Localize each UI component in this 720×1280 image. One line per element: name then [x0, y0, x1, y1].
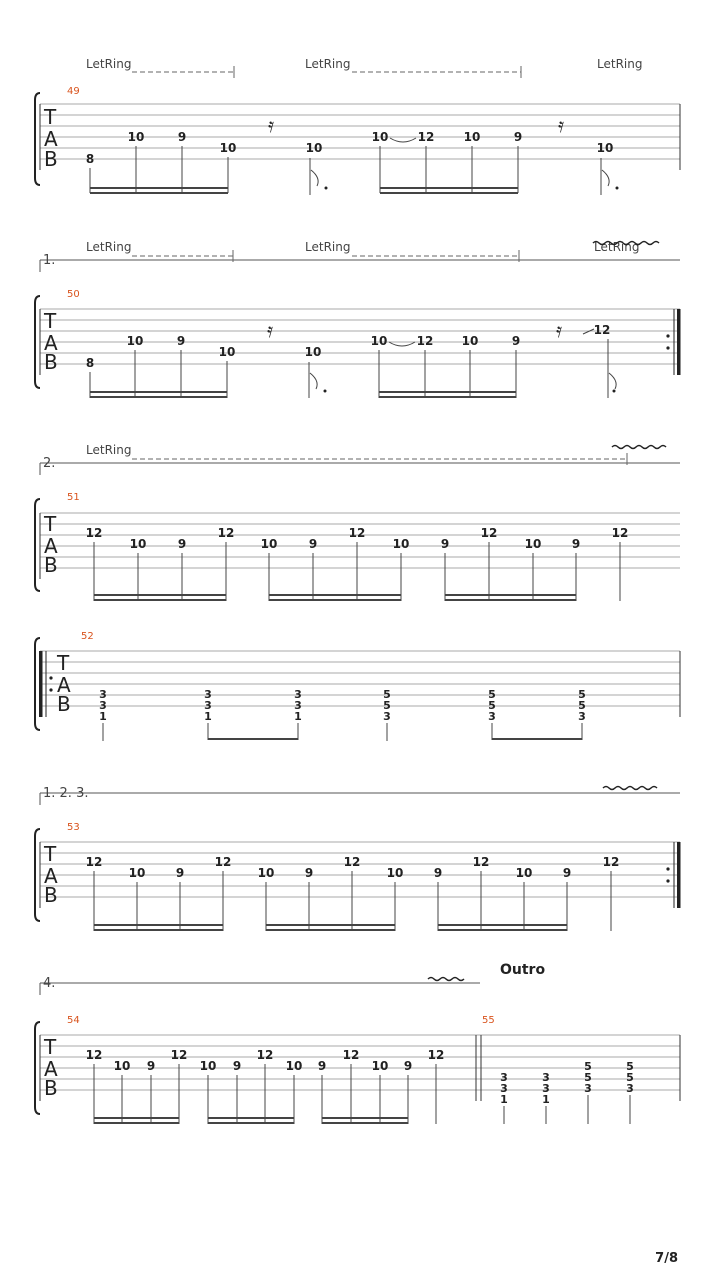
svg-text:3: 3 [578, 710, 586, 723]
svg-text:3: 3 [99, 699, 107, 712]
sixteenth-rest-icon: 𝄿 [267, 318, 274, 342]
rhythm-stems [90, 146, 619, 195]
svg-text:9: 9 [146, 1059, 156, 1073]
fret-number: 9 [513, 130, 523, 144]
fret-number: 12 [611, 526, 629, 540]
svg-text:3: 3 [204, 688, 212, 701]
svg-text:T: T [44, 1035, 57, 1059]
svg-text:5: 5 [578, 699, 586, 712]
measure-number: 50 [67, 289, 80, 300]
sixteenth-rest-icon: 𝄿 [556, 318, 563, 342]
volta-label: 4. [43, 976, 56, 991]
svg-text:3: 3 [488, 710, 496, 723]
svg-text:9: 9 [304, 866, 314, 880]
volta-label: 2. [43, 456, 56, 471]
system-measure-52 [35, 631, 680, 741]
fret-number: 10 [596, 141, 614, 155]
vibrato-icon [612, 446, 666, 449]
svg-text:12: 12 [602, 855, 620, 869]
svg-text:B: B [44, 147, 58, 171]
svg-text:A: A [44, 1057, 58, 1081]
svg-text:5: 5 [626, 1060, 634, 1073]
svg-text:3: 3 [294, 688, 302, 701]
system-measure-50 [35, 240, 681, 398]
tab-clef [43, 512, 58, 577]
svg-text:10: 10 [285, 1059, 303, 1073]
fret-number: 10 [392, 537, 410, 551]
volta-bracket [40, 786, 680, 805]
svg-text:T: T [44, 842, 57, 866]
fret-number: 9 [511, 334, 521, 348]
svg-text:5: 5 [578, 688, 586, 701]
svg-text:A: A [57, 673, 71, 697]
let-ring-label: LetRing [305, 240, 351, 254]
svg-text:10: 10 [128, 866, 146, 880]
svg-text:T: T [44, 105, 57, 129]
svg-text:T: T [44, 512, 57, 536]
svg-text:3: 3 [383, 710, 391, 723]
rhythm-stems [90, 339, 616, 398]
svg-text:9: 9 [232, 1059, 242, 1073]
svg-text:3: 3 [542, 1071, 550, 1084]
svg-text:5: 5 [626, 1071, 634, 1084]
system-bracket [35, 296, 40, 388]
fret-number: 12 [480, 526, 498, 540]
volta-bracket [40, 976, 480, 995]
svg-text:3: 3 [500, 1071, 508, 1084]
system-measure-51 [35, 443, 680, 601]
svg-text:3: 3 [500, 1082, 508, 1095]
let-ring-label: LetRing [597, 57, 643, 71]
let-ring-label: LetRing [594, 240, 640, 254]
let-ring-markers [86, 57, 642, 78]
section-label-outro: Outro [500, 962, 546, 978]
svg-text:1: 1 [294, 710, 302, 723]
svg-text:1: 1 [99, 710, 107, 723]
let-ring-label: LetRing [86, 57, 132, 71]
fret-number: 12 [85, 526, 103, 540]
rhythm-stems [94, 871, 611, 931]
measure-number: 52 [81, 631, 94, 642]
svg-text:10: 10 [257, 866, 275, 880]
fret-number: 10 [260, 537, 278, 551]
svg-text:A: A [44, 127, 58, 151]
fret-number: 12 [416, 334, 434, 348]
svg-text:T: T [57, 651, 70, 675]
svg-text:1: 1 [204, 710, 212, 723]
system-bracket [35, 1022, 40, 1114]
fret-number: 12 [417, 130, 435, 144]
vibrato-icon [428, 978, 464, 981]
svg-text:5: 5 [383, 688, 391, 701]
fret-number: 10 [371, 130, 389, 144]
system-measure-54-55 [35, 962, 680, 1124]
svg-text:12: 12 [472, 855, 490, 869]
let-ring-label: LetRing [305, 57, 351, 71]
sixteenth-rest-icon: 𝄿 [268, 113, 275, 137]
fret-number: 10 [463, 130, 481, 144]
svg-text:B: B [44, 350, 58, 374]
fret-number: 8 [85, 152, 95, 166]
let-ring-label: LetRing [86, 240, 132, 254]
svg-text:A: A [44, 534, 58, 558]
svg-text:B: B [44, 1076, 58, 1100]
svg-text:10: 10 [199, 1059, 217, 1073]
svg-text:12: 12 [85, 855, 103, 869]
svg-text:12: 12 [214, 855, 232, 869]
measure-number: 55 [482, 1015, 495, 1026]
svg-text:B: B [44, 553, 58, 577]
svg-text:12: 12 [256, 1048, 274, 1062]
fret-number: 12 [348, 526, 366, 540]
tab-clef [43, 309, 58, 374]
vibrato-icon [603, 787, 657, 790]
chord-frets [500, 1060, 634, 1106]
volta-label: 1. 2. 3. [43, 786, 89, 801]
svg-text:9: 9 [175, 866, 185, 880]
system-measure-49 [35, 57, 680, 195]
svg-text:12: 12 [85, 1048, 103, 1062]
svg-text:1: 1 [500, 1093, 508, 1106]
svg-text:12: 12 [427, 1048, 445, 1062]
fret-number: 9 [308, 537, 318, 551]
svg-text:5: 5 [584, 1060, 592, 1073]
page-number: 7/8 [655, 1251, 678, 1266]
fret-number: 10 [461, 334, 479, 348]
svg-text:12: 12 [170, 1048, 188, 1062]
tab-clef [43, 1035, 58, 1100]
slur [389, 342, 415, 346]
svg-text:10: 10 [113, 1059, 131, 1073]
fret-number: 8 [85, 356, 95, 370]
svg-text:T: T [44, 309, 57, 333]
svg-text:3: 3 [204, 699, 212, 712]
svg-text:10: 10 [515, 866, 533, 880]
fret-number: 10 [219, 141, 237, 155]
fret-number: 10 [126, 334, 144, 348]
svg-text:3: 3 [99, 688, 107, 701]
let-ring-markers [86, 443, 666, 465]
svg-text:9: 9 [403, 1059, 413, 1073]
svg-text:12: 12 [342, 1048, 360, 1062]
fret-numbers [86, 323, 611, 370]
measure-number: 49 [67, 86, 80, 97]
fret-number: 10 [304, 345, 322, 359]
svg-text:10: 10 [386, 866, 404, 880]
svg-text:A: A [44, 864, 58, 888]
svg-text:3: 3 [294, 699, 302, 712]
svg-text:3: 3 [584, 1082, 592, 1095]
fret-number: 10 [129, 537, 147, 551]
tab-clef [43, 105, 58, 171]
svg-text:3: 3 [542, 1082, 550, 1095]
tab-clef [43, 842, 58, 907]
svg-text:9: 9 [317, 1059, 327, 1073]
slur [390, 138, 416, 142]
volta-label: 1. [43, 253, 56, 268]
measure-number: 54 [67, 1015, 80, 1026]
tab-clef [56, 651, 71, 716]
svg-text:A: A [44, 331, 58, 355]
svg-text:5: 5 [488, 699, 496, 712]
fret-number: 9 [177, 537, 187, 551]
svg-text:B: B [44, 883, 58, 907]
measure-number: 53 [67, 822, 80, 833]
svg-text:5: 5 [584, 1071, 592, 1084]
svg-text:1: 1 [542, 1093, 550, 1106]
fret-number: 10 [127, 130, 145, 144]
fret-number: 12 [217, 526, 235, 540]
svg-text:12: 12 [343, 855, 361, 869]
system-bracket [35, 93, 40, 185]
fret-number: 9 [571, 537, 581, 551]
rhythm-stems [103, 723, 582, 741]
fret-number: 9 [177, 130, 187, 144]
fret-number: 10 [370, 334, 388, 348]
svg-text:B: B [57, 692, 71, 716]
fret-number: 10 [218, 345, 236, 359]
svg-text:9: 9 [562, 866, 572, 880]
fret-number: 10 [524, 537, 542, 551]
svg-text:5: 5 [488, 688, 496, 701]
system-bracket [35, 829, 40, 921]
svg-text:9: 9 [433, 866, 443, 880]
system-bracket [35, 499, 40, 591]
svg-text:10: 10 [371, 1059, 389, 1073]
let-ring-label: LetRing [86, 443, 132, 457]
let-ring-markers [86, 240, 659, 262]
svg-text:3: 3 [626, 1082, 634, 1095]
measure-number: 51 [67, 492, 80, 503]
fret-number: 10 [305, 141, 323, 155]
fret-number: 9 [440, 537, 450, 551]
sixteenth-rest-icon: 𝄿 [558, 113, 565, 137]
svg-text:5: 5 [383, 699, 391, 712]
fret-number: 12 [593, 323, 611, 337]
system-measure-53 [35, 786, 681, 931]
fret-number: 9 [176, 334, 186, 348]
